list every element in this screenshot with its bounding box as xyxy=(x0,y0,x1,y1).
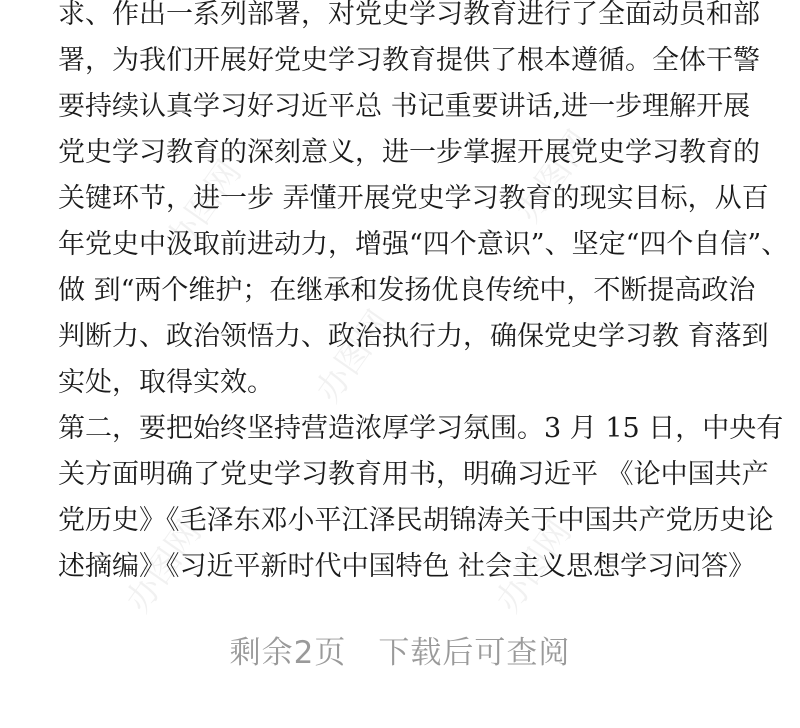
download-prompt[interactable] xyxy=(0,626,800,680)
watermark: 办图网 xyxy=(488,513,580,620)
watermark: 办图网 xyxy=(308,303,400,410)
watermark: 办图网 xyxy=(508,123,600,230)
watermark: 办图网 xyxy=(118,513,210,620)
paragraph-line: 判断力、政治领悟力、政治执行力，确保党史学习教 育落到 xyxy=(58,321,769,352)
paragraph-line: 求、作出一系列部署，对党史学习教育进行了全面动员和部 xyxy=(58,0,760,30)
paragraph-line: 署，为我们开展好党史学习教育提供了根本遵循。全体干警 xyxy=(58,45,760,76)
paragraph-line: 关键环节，进一步 弄懂开展党史学习教育的现实目标，从百 xyxy=(58,183,769,214)
paragraph-line: 党史学习教育的深刻意义，进一步掌握开展党史学习教育的 xyxy=(58,137,760,168)
paragraph-line: 要持续认真学习好习近平总 书记重要讲话,进一步理解开展 xyxy=(58,91,751,122)
paragraph-line: 党历史》《毛泽东邓小平江泽民胡锦涛关于中国共产党历史论 xyxy=(58,505,774,536)
paragraph-line: 关方面明确了党史学习教育用书，明确习近平 《论中国共产 xyxy=(58,459,769,490)
watermark: 办图网 xyxy=(158,153,250,260)
paragraph-line: 年党史中汲取前进动力，增强“四个意识”、坚定“四个自信”、 xyxy=(58,229,789,260)
remaining-pages-label: 剩余2页 xyxy=(229,635,347,671)
paragraph-line: 第二，要把始终坚持营造浓厚学习氛围。3 月 15 日，中央有 xyxy=(58,413,784,444)
paragraph-line: 述摘编》《习近平新时代中国特色 社会主义思想学习问答》 xyxy=(58,551,756,582)
document-body xyxy=(58,0,789,590)
paragraph-line: 做 到“两个维护；在继承和发扬优良传统中，不断提高政治 xyxy=(58,275,756,306)
download-hint-label: 下载后可查阅 xyxy=(378,635,571,671)
paragraph-line: 实处，取得实效。 xyxy=(58,367,274,398)
